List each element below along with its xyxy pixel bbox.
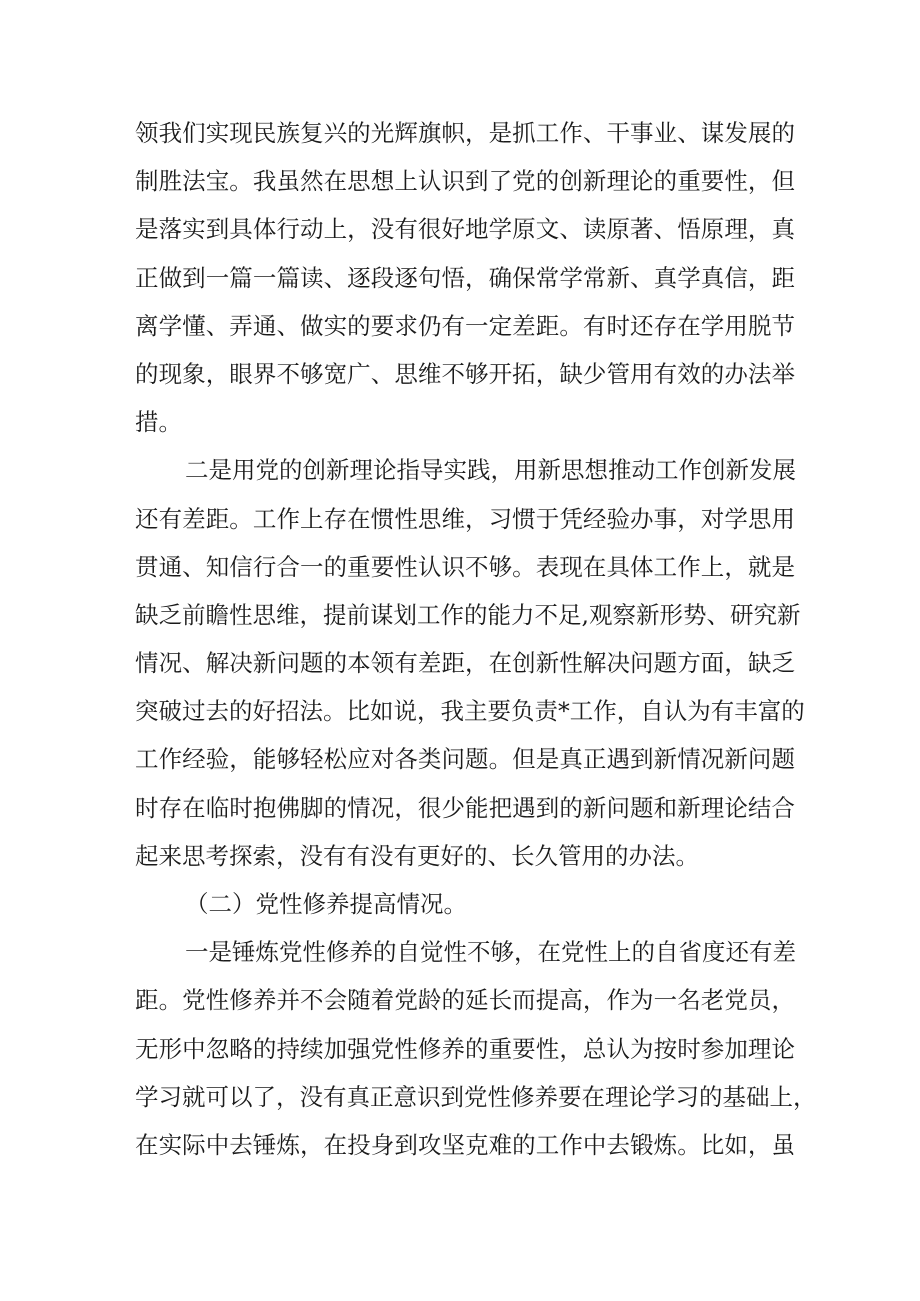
text-line: 领我们实现民族复兴的光辉旗帜，是抓工作、干事业、谋发展的	[135, 119, 795, 147]
text-line: 贯通、知信行合一的重要性认识不够。表现在具体工作上，就是	[135, 552, 795, 581]
text-line: 缺乏前瞻性思维，提前谋划工作的能力不足,观察新形势、研究新	[135, 600, 801, 629]
text-line: 距。党性修养并不会随着党龄的延长而提高，作为一名老党员，	[135, 986, 795, 1015]
text-line: 在实际中去锤炼，在投身到攻坚克难的工作中去锻炼。比如，虽	[135, 1130, 795, 1159]
text-line: 制胜法宝。我虽然在思想上认识到了党的创新理论的重要性，但	[135, 167, 795, 196]
text-line: 工作经验，能够轻松应对各类问题。但是真正遇到新情况新问题	[135, 745, 795, 774]
paragraph-start-line: 二是用党的创新理论指导实践，用新思想推动工作创新发展	[185, 456, 796, 485]
document-body	[135, 109, 817, 1169]
section-heading: （二）党性修养提高情况。	[185, 890, 467, 918]
text-line: 情况、解决新问题的本领有差距，在创新性解决问题方面，缺乏	[135, 649, 795, 678]
text-line: 时存在临时抱佛脚的情况，很少能把遇到的新问题和新理论结合	[135, 793, 795, 822]
text-line: 起来思考探索，没有有没有更好的、长久管用的办法。	[135, 841, 699, 870]
text-line: 措。	[135, 408, 182, 437]
text-line: 正做到一篇一篇读、逐段逐句悟，确保常学常新、真学真信，距	[135, 263, 795, 292]
paragraph-start-line: 一是锤炼党性修养的自觉性不够，在党性上的自省度还有差	[185, 938, 796, 967]
text-line: 是落实到具体行动上，没有很好地学原文、读原著、悟原理，真	[135, 215, 795, 244]
text-line: 学习就可以了，没有真正意识到党性修养要在理论学习的基础上，	[135, 1082, 817, 1111]
text-line: 离学懂、弄通、做实的要求仍有一定差距。有时还存在学用脱节	[135, 311, 795, 340]
text-line: 的现象，眼界不够宽广、思维不够开拓，缺少管用有效的办法举	[135, 359, 795, 388]
text-line: 突破过去的好招法。比如说，我主要负责*工作，自认为有丰富的	[135, 697, 805, 726]
text-line: 还有差距。工作上存在惯性思维，习惯于凭经验办事，对学思用	[135, 504, 795, 533]
text-line: 无形中忽略的持续加强党性修养的重要性，总认为按时参加理论	[135, 1034, 795, 1063]
